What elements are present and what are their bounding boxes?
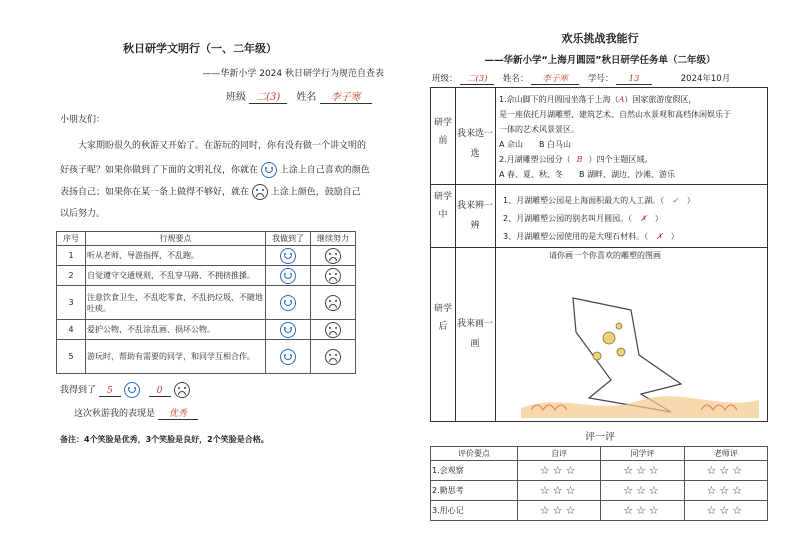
- judge-text: 3、月湖雕塑公园使用的是大理石材料。（: [503, 232, 649, 241]
- seat-label: 学号：: [587, 74, 614, 84]
- judge-tail: ）: [670, 232, 679, 241]
- right-subtitle: ——华新小学“上海月圆园”秋日研学任务单（二年级）: [484, 55, 716, 66]
- smiley-face-icon[interactable]: [280, 349, 296, 365]
- sad-face-icon: [252, 184, 268, 200]
- sec2-title: 我来辨一辨: [457, 201, 494, 231]
- judge-item: [503, 210, 695, 228]
- task-frame: [430, 87, 768, 422]
- judge-text: 1、月湖雕塑公园是上海面积最大的人工湖。（: [503, 196, 665, 205]
- r-name-value[interactable]: 李子寒: [531, 72, 579, 85]
- teacher-stars[interactable]: ☆☆☆: [684, 481, 767, 501]
- judge-item: [503, 228, 695, 246]
- evaluation-table: [430, 446, 768, 521]
- row-no: 2: [57, 266, 86, 286]
- self-stars[interactable]: ☆☆☆: [518, 461, 601, 481]
- table-row: [431, 501, 768, 521]
- r-class-label: 班级：: [432, 74, 458, 84]
- eval-col-teacher: 老师评: [684, 447, 767, 461]
- r-class-value[interactable]: 二(3): [460, 72, 494, 85]
- row-text: 注意饮食卫生，不乱吃零食，不乱扔垃圾、不随地吐痰。: [86, 286, 266, 320]
- eval-label: 3.用心记: [431, 501, 518, 521]
- row-text: 游玩时，帮助有需要的同学，和同学互相合作。: [86, 340, 266, 374]
- q1-options: A 佘山 B 白马山: [499, 140, 572, 149]
- sec2-side: 研学中: [433, 192, 452, 220]
- left-title: 秋日研学文明行（一、二年级）: [123, 42, 277, 55]
- q1-text-d: 一体的艺术风景景区。: [499, 125, 579, 134]
- eval-col-self: 自评: [518, 447, 601, 461]
- class-value[interactable]: 二(3): [249, 88, 287, 104]
- smiley-face-icon[interactable]: [280, 322, 296, 338]
- sad-face-icon: [174, 382, 190, 398]
- intro-line-4: 以后努力。: [60, 209, 106, 219]
- judge-tail: ）: [654, 214, 663, 223]
- q2-options: A 春、夏、秋、冬 B 湖畔、湖边、沙滩、游乐: [499, 170, 676, 179]
- judge-text: 2、月湖雕塑公园的别名叫月圆园。（: [503, 214, 633, 223]
- got-happy-count[interactable]: 5: [99, 386, 121, 397]
- q1-text-b: ）国家旅游度假区，: [624, 95, 697, 104]
- left-subtitle: ——华新小学 2024 秋日研学行为规范自查表: [202, 69, 384, 79]
- name-label: 姓名: [296, 92, 317, 103]
- smiley-face-icon[interactable]: [280, 268, 296, 284]
- got-sad-count[interactable]: 0: [149, 386, 171, 397]
- sculpture-drawing[interactable]: [501, 260, 763, 418]
- row-no: 3: [57, 286, 86, 320]
- teacher-stars[interactable]: ☆☆☆: [684, 461, 767, 481]
- table-row: [57, 286, 356, 320]
- drawing-prompt: 请你画一个你喜欢的雕塑的图画: [549, 251, 661, 260]
- seat-value[interactable]: 13: [616, 74, 652, 85]
- sec3-title: 我来画一画: [457, 319, 494, 349]
- smiley-face-icon: [124, 382, 140, 398]
- row-no: 4: [57, 320, 86, 340]
- right-title: 欢乐挑战我能行: [561, 32, 639, 45]
- sad-face-icon[interactable]: [325, 248, 341, 264]
- eval-col-point: 评价要点: [431, 447, 518, 461]
- sec3-side: 研学后: [433, 304, 452, 332]
- judge-answer[interactable]: ✓: [672, 196, 679, 205]
- peer-stars[interactable]: ☆☆☆: [601, 461, 684, 481]
- q1-text-a: 1.佘山脚下的月圆园坐落于上海（: [499, 95, 619, 104]
- peer-stars[interactable]: ☆☆☆: [601, 501, 684, 521]
- task-sheet: [400, 0, 800, 555]
- table-row: [431, 461, 768, 481]
- smiley-face-icon[interactable]: [280, 248, 296, 264]
- judge-tail: ）: [686, 196, 695, 205]
- q2-text-a: 2.月湖雕塑公园分（: [499, 155, 571, 164]
- judge-item: [503, 192, 695, 210]
- q1-text-c: 是一座依托月湖雕塑、建筑艺术、自然山水景观和高档休闲娱乐于: [499, 110, 731, 119]
- smiley-face-icon: [261, 162, 277, 178]
- table-row: [57, 266, 356, 286]
- sad-face-icon[interactable]: [325, 295, 341, 311]
- intro-line-2b: 上涂上自己喜欢的颜色: [279, 165, 370, 176]
- sad-face-icon[interactable]: [325, 349, 341, 365]
- peer-stars[interactable]: ☆☆☆: [601, 481, 684, 501]
- q2-answer[interactable]: B: [576, 155, 583, 164]
- got-label: 我得到了: [60, 385, 97, 396]
- q2-text-b: ）四个主题区域。: [588, 155, 653, 164]
- table-row: [57, 320, 356, 340]
- sad-face-icon[interactable]: [325, 268, 341, 284]
- col-no: 序号: [57, 232, 86, 246]
- row-text: 听从老师、导游指挥，不乱跑。: [86, 246, 266, 266]
- behavior-table: [56, 231, 356, 374]
- intro-line-2a: 好孩子呢？如果你做到了下面的文明礼仪，你就在: [60, 165, 259, 176]
- sec1-title: 我来选一选: [457, 129, 494, 159]
- class-label: 班级: [226, 92, 246, 103]
- table-row: [431, 481, 768, 501]
- row-no: 5: [57, 340, 86, 374]
- name-value[interactable]: 李子寒: [320, 88, 372, 104]
- teacher-stars[interactable]: ☆☆☆: [684, 501, 767, 521]
- footnote: 备注：4个笑脸是优秀，3个笑脸是良好，2个笑脸是合格。: [60, 435, 269, 444]
- sec1-side: 研学前: [433, 118, 452, 146]
- q1-answer[interactable]: A: [618, 95, 625, 104]
- eval-label: 2.勤思考: [431, 481, 518, 501]
- eval-title: 评一评: [585, 432, 615, 443]
- sad-face-icon[interactable]: [325, 322, 341, 338]
- smiley-face-icon[interactable]: [280, 295, 296, 311]
- col-improve: 继续努力: [311, 232, 356, 246]
- judge-answer[interactable]: ✗: [640, 214, 647, 223]
- table-row: [57, 246, 356, 266]
- col-points: 行规要点: [86, 232, 266, 246]
- performance-value[interactable]: 优秀: [158, 406, 198, 420]
- table-row: [57, 340, 356, 374]
- col-done: 我做到了: [266, 232, 311, 246]
- performance-label: 这次秋游我的表现是: [74, 409, 156, 419]
- self-stars[interactable]: ☆☆☆: [518, 481, 601, 501]
- eval-label: 1.会观察: [431, 461, 518, 481]
- intro-line-1: 大家期盼很久的秋游又开始了。在游玩的同时，你有没有做一个讲文明的: [78, 141, 367, 151]
- row-text: 自觉遵守交通规则，不乱穿马路、不拥挤推搡。: [86, 266, 266, 286]
- row-no: 1: [57, 246, 86, 266]
- r-name-label: 姓名：: [502, 74, 529, 84]
- intro-line-3a: 表扬自己；如果你在某一条上做得不够好，就在: [60, 187, 250, 198]
- intro-line-3b: 上涂上颜色，鼓励自己: [270, 187, 361, 198]
- self-stars[interactable]: ☆☆☆: [518, 501, 601, 521]
- greeting: 小朋友们：: [60, 115, 106, 125]
- judge-answer[interactable]: ✗: [656, 232, 663, 241]
- sheet-date: 2024年10月: [680, 74, 731, 84]
- row-text: 爱护公物，不乱涂乱画、损坏公物。: [86, 320, 266, 340]
- eval-col-peer: 同学评: [601, 447, 684, 461]
